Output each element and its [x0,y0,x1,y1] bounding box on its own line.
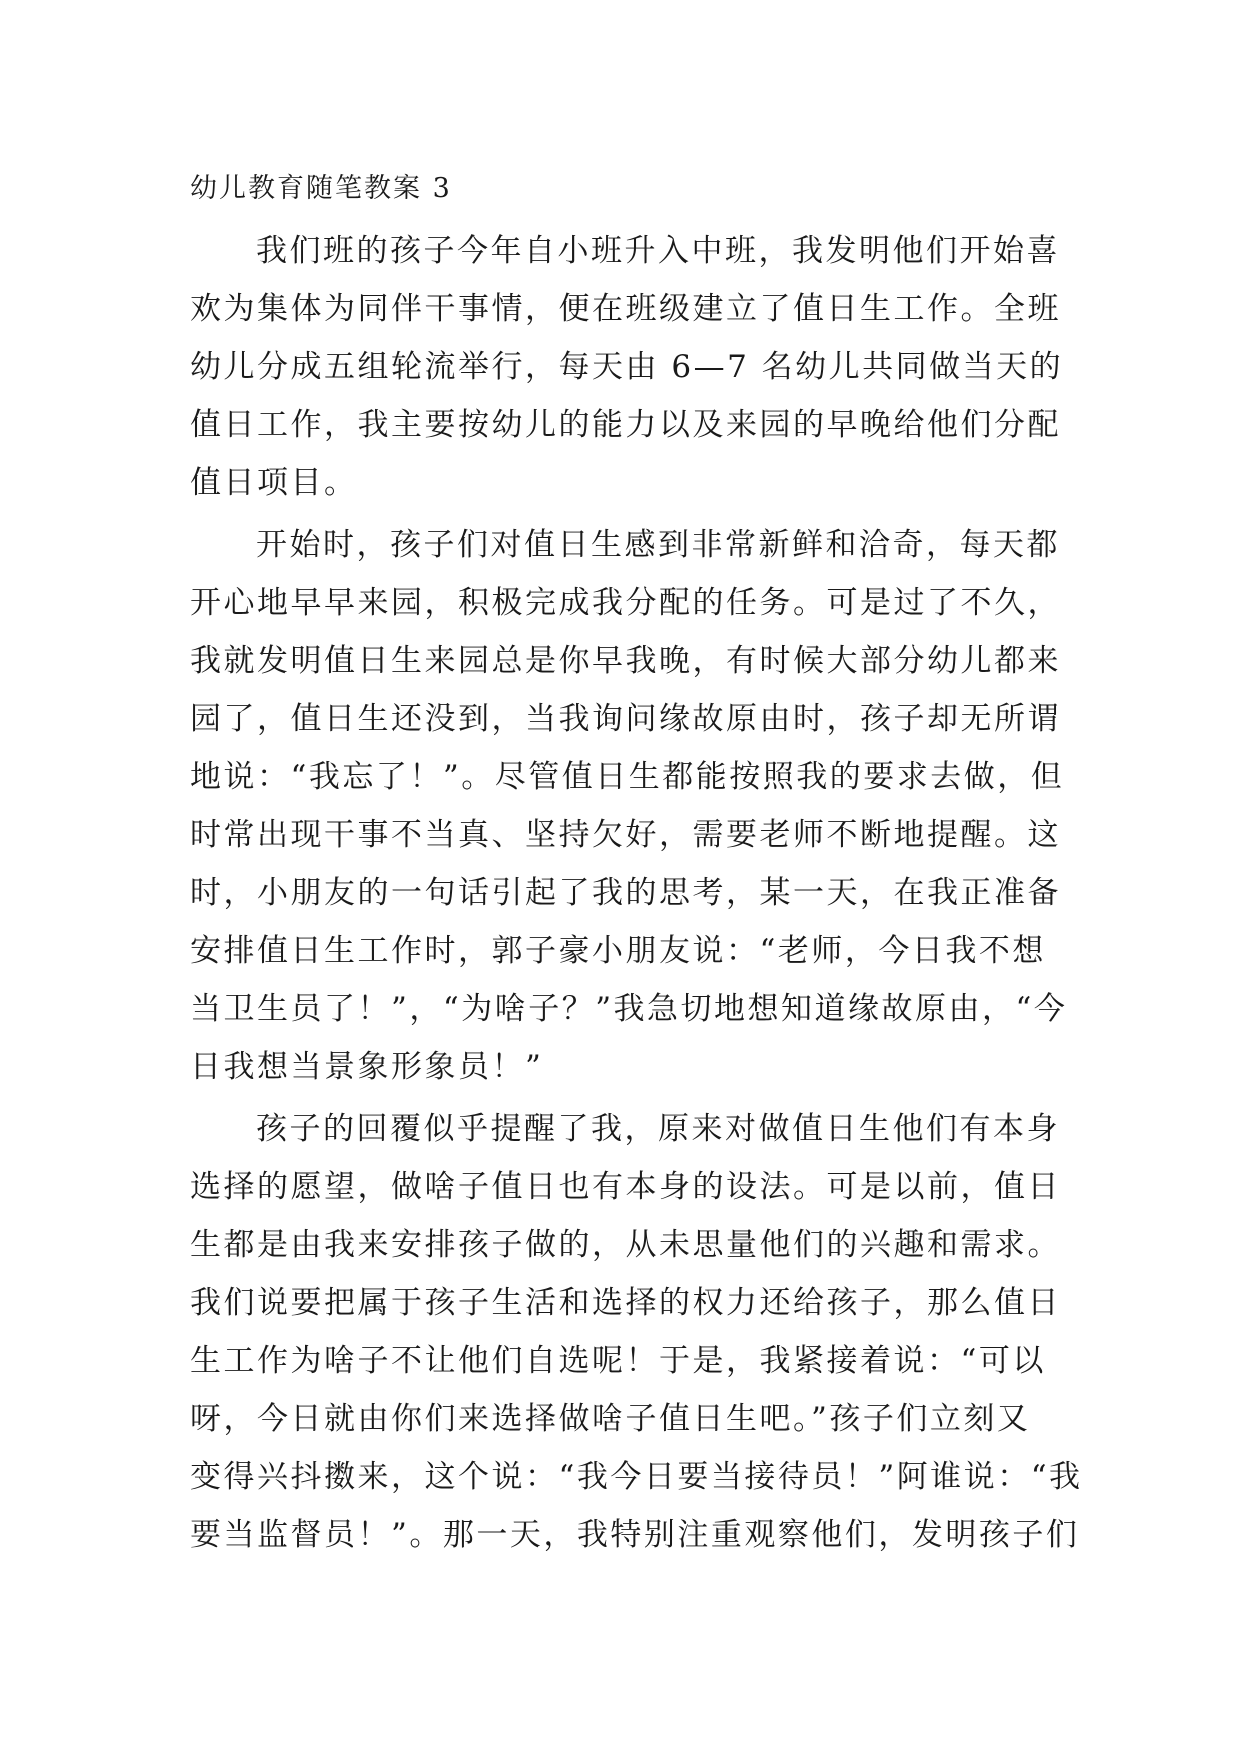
paragraph-line: 我们说要把属于孩子生活和选择的权力还给孩子，那么值日 [190,1285,1061,1321]
paragraph-line: 变得兴抖擞来，这个说：“我今日要当接待员！”阿谁说：“我 [190,1459,1083,1495]
paragraph-line: 呀，今日就由你们来选择做啥子值日生吧。”孩子们立刻又 [190,1401,1031,1437]
document-page [190,160,1083,1564]
document-title: 幼儿教育随笔教案 3 [190,173,452,204]
paragraph-line: 值日项目。 [190,465,358,501]
paragraph-line: 生工作为啥子不让他们自选呢！于是，我紧接着说：“可以 [190,1343,1046,1379]
paragraph-line: 安排值日生工作时，郭子豪小朋友说：“老师，今日我不想 [190,933,1046,969]
paragraph-line: 时常出现干事不当真、坚持欠好，需要老师不断地提醒。这 [190,817,1061,853]
paragraph-line: 选择的愿望，做啥子值日也有本身的设法。可是以前，值日 [190,1169,1061,1205]
paragraph-2 [190,516,1075,1096]
paragraph-line: 开始时，孩子们对值日生感到非常新鲜和洽奇，每天都 [256,527,1060,563]
paragraph-line: 当卫生员了！”，“为啥子？”我急切地想知道缘故原由，“今 [190,991,1068,1027]
paragraph-1 [190,222,1075,512]
paragraph-line: 我们班的孩子今年自小班升入中班，我发明他们开始喜 [256,233,1060,269]
paragraph-line: 欢为集体为同伴干事情，便在班级建立了值日生工作。全班 [190,291,1061,327]
paragraph-line: 日我想当景象形象员！” [190,1049,544,1085]
paragraph-line: 开心地早早来园，积极完成我分配的任务。可是过了不久， [190,585,1061,621]
paragraph-line: 生都是由我来安排孩子做的，从未思量他们的兴趣和需求。 [190,1227,1061,1263]
paragraph-line: 地说：“我忘了！”。尽管值日生都能按照我的要求去做，但 [190,759,1065,795]
paragraph-line: 时，小朋友的一句话引起了我的思考，某一天，在我正准备 [190,875,1061,911]
paragraph-line: 值日工作，我主要按幼儿的能力以及来园的早晚给他们分配 [190,407,1061,443]
paragraph-line: 要当监督员！”。那一天，我特别注重观察他们，发明孩子们 [190,1517,1080,1553]
paragraph-line: 幼儿分成五组轮流举行，每天由 6—7 名幼儿共同做当天的 [190,349,1064,385]
paragraph-line: 我就发明值日生来园总是你早我晚，有时候大部分幼儿都来 [190,643,1061,679]
paragraph-line: 孩子的回覆似乎提醒了我，原来对做值日生他们有本身 [256,1111,1060,1147]
paragraph-line: 园了，值日生还没到，当我询问缘故原由时，孩子却无所谓 [190,701,1061,737]
paragraph-3 [190,1100,1083,1564]
